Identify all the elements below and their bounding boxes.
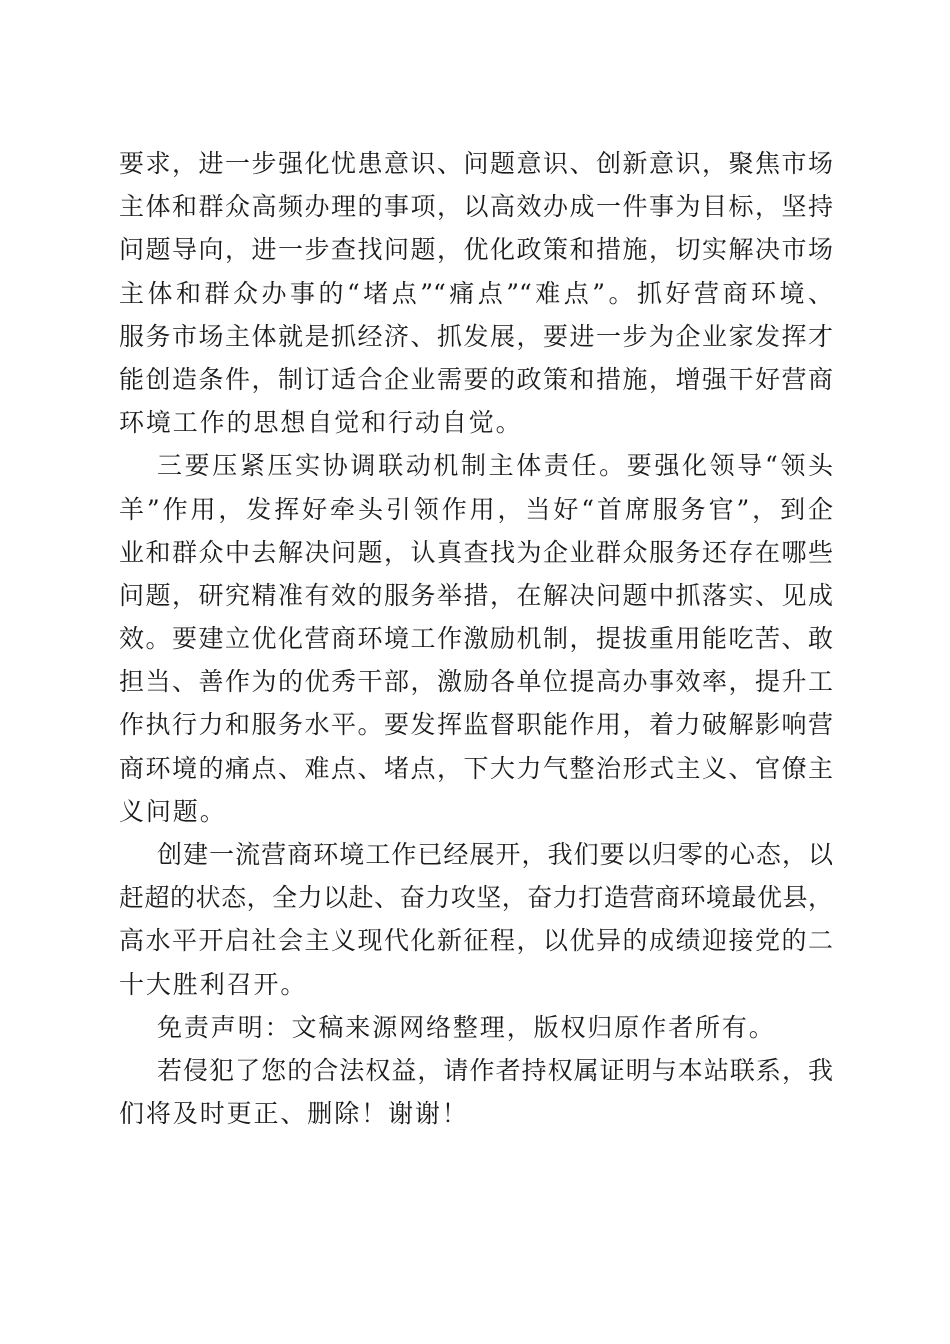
text-line: 们将及时更正、删除！谢谢！ <box>119 1099 469 1129</box>
paragraph-third-requirement <box>119 444 833 833</box>
text-line: 效。要建立优化营商环境工作激励机制，提拔重用能吃苦、敢 <box>119 624 833 654</box>
paragraph-conclusion <box>119 833 833 1006</box>
text-line: 服务市场主体就是抓经济、抓发展，要进一步为企业家发挥才 <box>119 321 833 351</box>
text-line: 业和群众中去解决问题，认真查找为企业群众服务还存在哪些 <box>119 537 833 567</box>
text-line: 能创造条件，制订适合企业需要的政策和措施，增强干好营商 <box>119 364 833 394</box>
text-line: 三要压紧压实协调联动机制主体责任。要强化领导“领头 <box>157 451 833 481</box>
text-line: 羊”作用，发挥好牵头引领作用，当好“首席服务官”，到企 <box>119 494 833 524</box>
text-line: 环境工作的思想自觉和行动自觉。 <box>119 408 523 438</box>
text-line: 高水平开启社会主义现代化新征程，以优异的成绩迎接党的二 <box>119 926 833 956</box>
text-line: 若侵犯了您的合法权益，请作者持权属证明与本站联系，我 <box>157 1055 833 1085</box>
paragraph-disclaimer <box>119 1006 833 1049</box>
text-line: 问题，研究精准有效的服务举措，在解决问题中抓落实、见成 <box>119 580 833 610</box>
text-line: 十大胜利召开。 <box>119 969 308 999</box>
text-line: 问题导向，进一步查找问题，优化政策和措施，切实解决市场 <box>119 235 833 265</box>
text-line: 创建一流营商环境工作已经展开，我们要以归零的心态，以 <box>157 840 833 869</box>
text-line: 赶超的状态，全力以赴、奋力攻坚，奋力打造营商环境最优县， <box>119 883 833 913</box>
paragraph-continuation <box>119 142 833 444</box>
text-line: 商环境的痛点、难点、堵点，下大力气整治形式主义、官僚主 <box>119 753 833 783</box>
document-body <box>119 142 833 1135</box>
text-line: 要求，进一步强化忧患意识、问题意识、创新意识，聚焦市场 <box>119 149 833 178</box>
text-line: 主体和群众办事的“堵点”“痛点”“难点”。抓好营商环境、 <box>119 278 833 308</box>
text-line: 免责声明：文稿来源网络整理，版权归原作者所有。 <box>157 1012 776 1042</box>
text-line: 主体和群众高频办理的事项，以高效办成一件事为目标，坚持 <box>119 192 833 222</box>
paragraph-infringement-notice <box>119 1049 833 1135</box>
text-line: 义问题。 <box>119 796 227 826</box>
text-line: 担当、善作为的优秀干部，激励各单位提高办事效率，提升工 <box>119 667 833 697</box>
text-line: 作执行力和服务水平。要发挥监督职能作用，着力破解影响营 <box>119 710 833 740</box>
